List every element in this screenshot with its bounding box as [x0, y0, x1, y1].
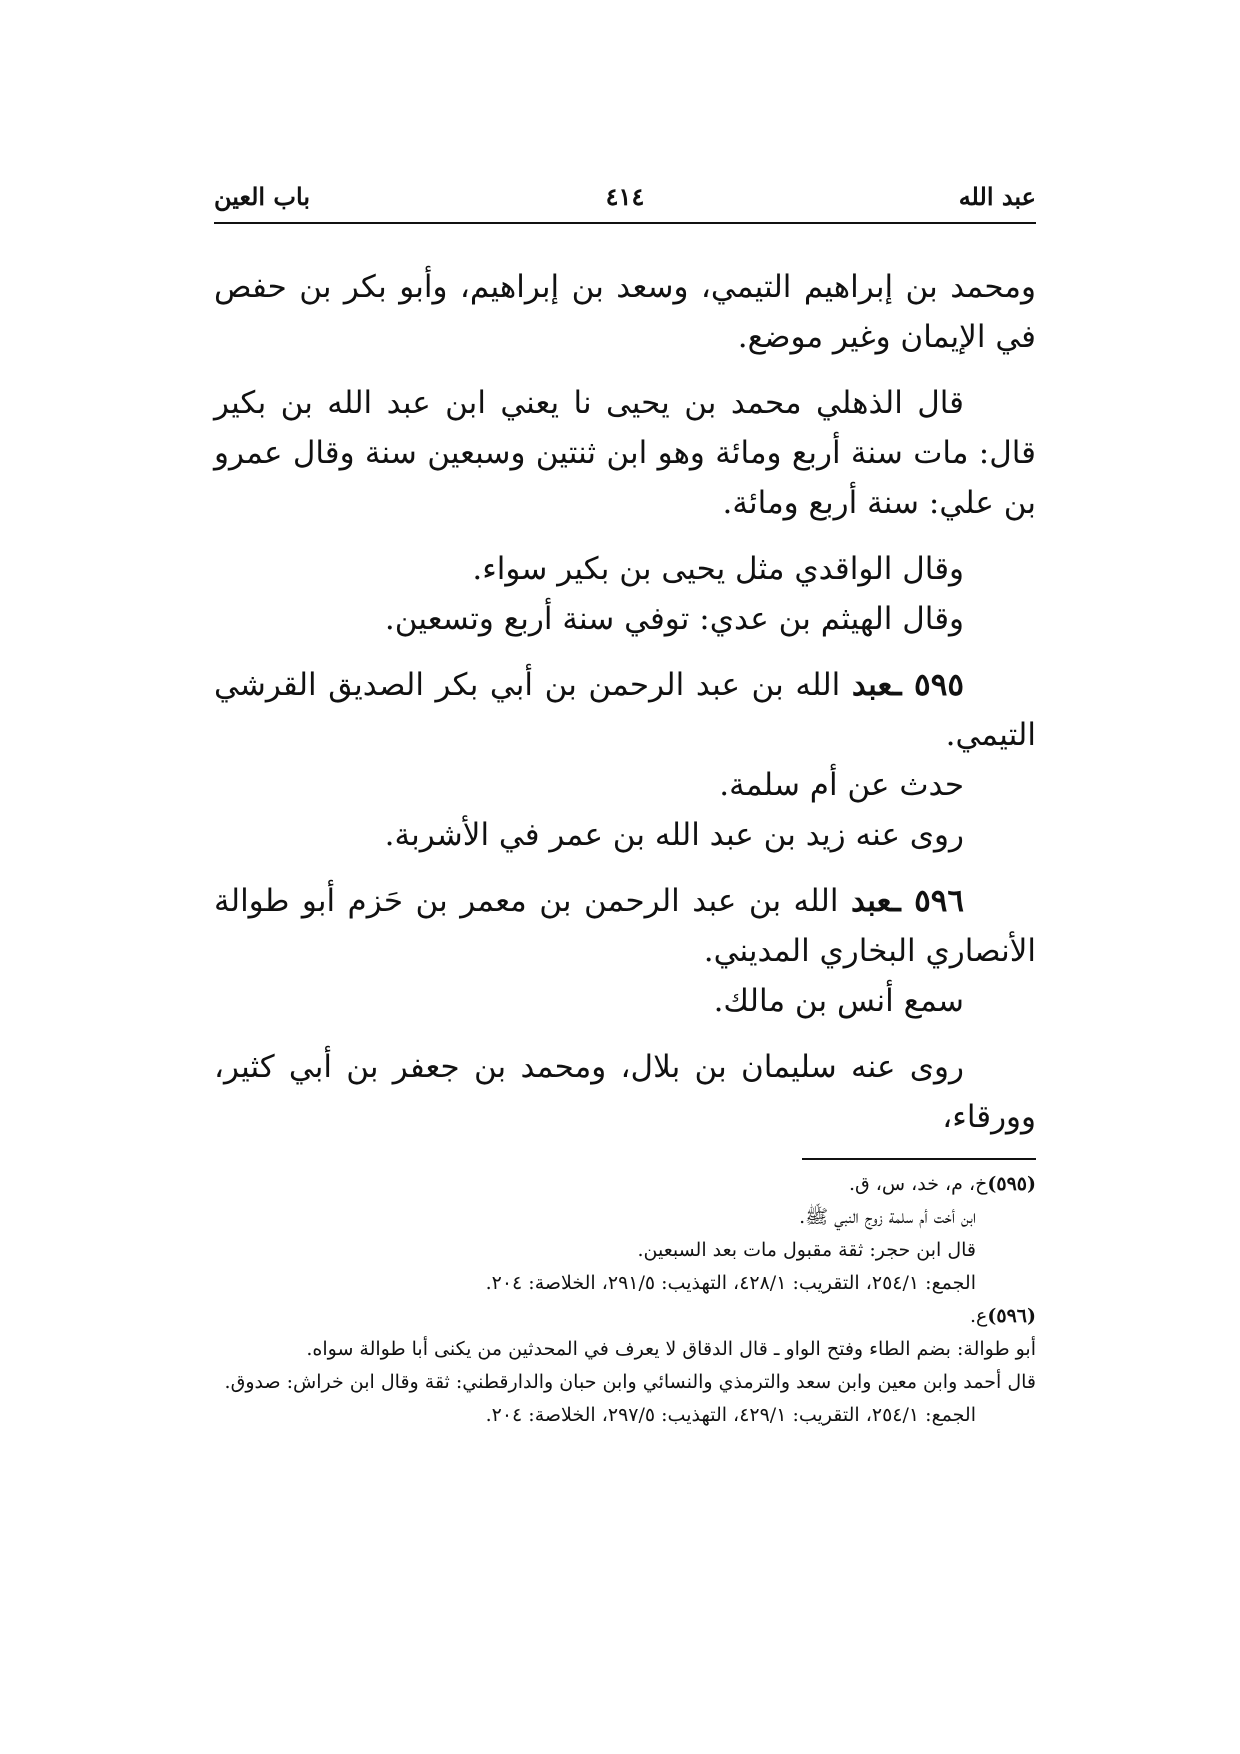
paragraph-haytham: وقال الهيثم بن عدي: توفي سنة أربع وتسعين. [384, 601, 964, 637]
footnotes [214, 1168, 1036, 1432]
entry-595-text: الله بن عبد الرحمن بن أبي بكر الصديق القرشي التيمي. [214, 667, 1036, 753]
entry-596-narrators: روى عنه سليمان بن بلال، ومحمد بن جعفر بن أبي كثير، وورقاء، [214, 1049, 1036, 1135]
footnote-596-head [214, 1300, 1036, 1333]
header-section-title: عبد الله [958, 182, 1036, 211]
footnote-rule [802, 1158, 1036, 1160]
entry-595-name: عبد [851, 667, 893, 703]
entry-595-narrators: روى عنه زيد بن عبد الله بن عمر في الأشربة. [384, 817, 964, 853]
entry-595-narrated: حدث عن أم سلمة. [719, 767, 964, 803]
entry-596-text: الله بن عبد الرحمن بن معمر بن حَزم أبو طوالة الأنصاري البخاري المديني. [214, 883, 1036, 969]
footnote-595-line: الجمع: ٢٥٤/١، التقريب: ٤٢٨/١، التهذيب: ٢٩١/٥، الخلاصة: ٢٠٤. [485, 1272, 976, 1294]
footnote-596-line: أبو طوالة: بضم الطاء وفتح الواو ـ قال الدقاق لا يعرف في المحدثين من يكنى أبا طوالة سواه. [306, 1338, 1036, 1360]
entry-596-name: عبد [850, 883, 892, 919]
footnote-596-line: الجمع: ٢٥٤/١، التقريب: ٤٢٩/١، التهذيب: ٢٩٧/٥، الخلاصة: ٢٠٤. [485, 1404, 976, 1426]
footnote-595-line: قال ابن حجر: ثقة مقبول مات بعد السبعين. [637, 1239, 976, 1261]
footnote-596-codes: ع. [969, 1305, 988, 1327]
paragraph-waqidi: وقال الواقدي مثل يحيى بن بكير سواء. [472, 551, 964, 587]
entry-596 [214, 876, 1036, 976]
entry-596-number: ٥٩٦ ـ [891, 883, 965, 919]
running-header [214, 182, 1036, 222]
header-rule [214, 222, 1036, 224]
entry-595-number: ٥٩٥ ـ [892, 667, 964, 703]
footnote-595-codes: خ، م، خد، س، ق. [848, 1173, 988, 1195]
footnote-596-id: (٥٩٦) [987, 1305, 1036, 1327]
header-chapter-title: باب العين [214, 182, 311, 211]
main-text [214, 262, 1036, 1142]
footnote-596-line: قال أحمد وابن معين وابن سعد والترمذي والنسائي وابن حبان والدارقطني: ثقة وقال ابن خراش: صدوق. [224, 1371, 1036, 1393]
page-number: ٤١٤ [605, 182, 645, 211]
paragraph-dhuhli: قال الذهلي محمد بن يحيى نا يعني ابن عبد الله بن بكير قال: مات سنة أربع ومائة وهو ابن ثنتين وسبعين سنة وقال عمرو بن علي: سنة أربع ومائة. [214, 385, 1036, 521]
entry-595 [214, 660, 1036, 760]
footnote-595-id: (٥٩٥) [987, 1173, 1036, 1195]
footnote-595-head [214, 1168, 1036, 1201]
entry-596-heard: سمع أنس بن مالك. [713, 983, 964, 1019]
footnote-595-line: ابن أخت أم سلمة زوج النبي ﷺ. [799, 1206, 976, 1228]
paragraph-continuation: ومحمد بن إبراهيم التيمي، وسعد بن إبراهيم، وأبو بكر بن حفص في الإيمان وغير موضع. [214, 269, 1036, 355]
